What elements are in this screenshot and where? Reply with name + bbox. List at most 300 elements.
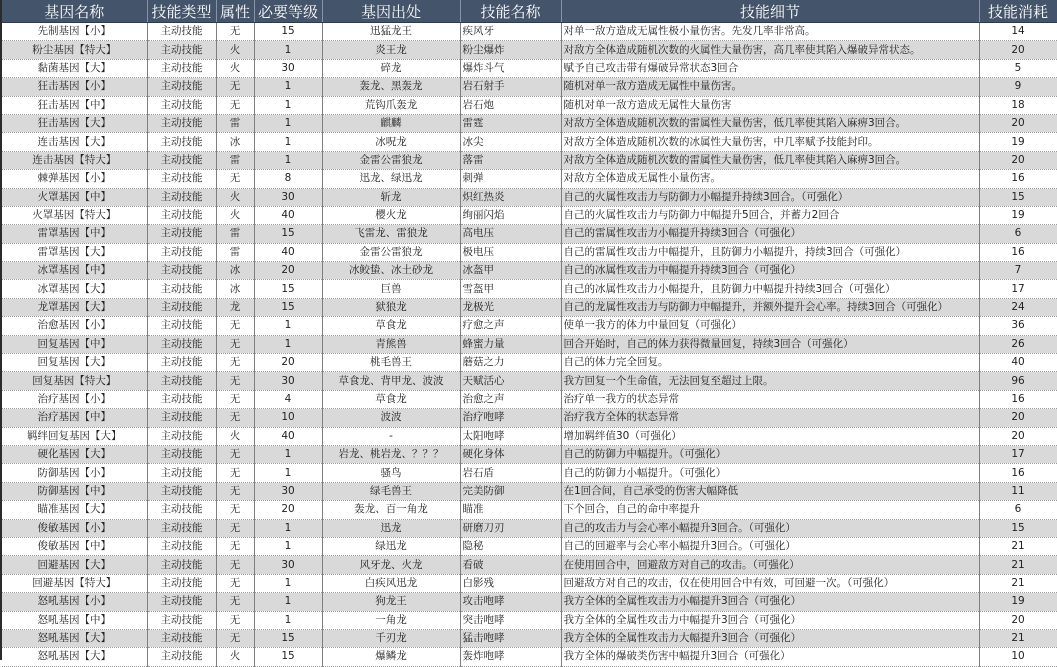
cell-skill-cost[interactable]: 10	[979, 648, 1057, 666]
cell-gene-name[interactable]: 冰罩基因【大】	[2, 280, 147, 298]
cell-skill-cost[interactable]: 15	[979, 188, 1057, 206]
cell-skill-detail[interactable]: 自己的攻击力与会心率小幅提升3回合。（可强化）	[561, 519, 979, 537]
cell-skill-detail[interactable]: 自己的回避率与会心率小幅提升3回合。（可强化）	[561, 537, 979, 555]
cell-skill-cost[interactable]: 7	[979, 262, 1057, 280]
cell-skill-name[interactable]: 疾风牙	[460, 23, 561, 41]
cell-gene-name[interactable]: 治疗基因【中】	[2, 409, 147, 427]
cell-skill-type[interactable]: 主动技能	[147, 225, 216, 243]
cell-required-level[interactable]: 15	[254, 629, 322, 647]
table-row[interactable]	[2, 206, 1057, 224]
cell-gene-source[interactable]: -	[322, 427, 460, 445]
cell-gene-name[interactable]: 治愈基因【小】	[2, 317, 147, 335]
cell-skill-cost[interactable]: 26	[979, 335, 1057, 353]
cell-skill-detail[interactable]: 自己的冰属性攻击力小幅提升，且防御力中幅提升持续3回合（可强化）	[561, 280, 979, 298]
cell-skill-type[interactable]: 主动技能	[147, 519, 216, 537]
table-row[interactable]	[2, 464, 1057, 482]
cell-required-level[interactable]: 30	[254, 59, 322, 77]
cell-skill-cost[interactable]: 18	[979, 96, 1057, 114]
cell-skill-detail[interactable]: 自己的冰属性攻击力中幅提升持续3回合（可强化）	[561, 262, 979, 280]
cell-attribute[interactable]: 无	[216, 354, 254, 372]
cell-attribute[interactable]: 无	[216, 464, 254, 482]
cell-skill-type[interactable]: 主动技能	[147, 170, 216, 188]
cell-required-level[interactable]: 15	[254, 23, 322, 41]
cell-skill-name[interactable]: 冰尖	[460, 133, 561, 151]
cell-gene-name[interactable]: 火罩基因【中】	[2, 188, 147, 206]
cell-gene-source[interactable]: 狱狼龙	[322, 298, 460, 316]
cell-attribute[interactable]: 龙	[216, 298, 254, 316]
table-row[interactable]	[2, 262, 1057, 280]
cell-skill-cost[interactable]: 20	[979, 151, 1057, 169]
table-row[interactable]	[2, 114, 1057, 132]
cell-gene-source[interactable]: 轰龙、黑轰龙	[322, 78, 460, 96]
cell-skill-name[interactable]: 雪盔甲	[460, 280, 561, 298]
cell-required-level[interactable]: 1	[254, 114, 322, 132]
cell-skill-cost[interactable]: 17	[979, 445, 1057, 463]
cell-skill-detail[interactable]: 自己的雷属性攻击力小幅提升持续3回合（可强化）	[561, 225, 979, 243]
cell-attribute[interactable]: 冰	[216, 133, 254, 151]
cell-skill-type[interactable]: 主动技能	[147, 317, 216, 335]
cell-skill-type[interactable]: 主动技能	[147, 23, 216, 41]
cell-skill-name[interactable]: 治疗咆哮	[460, 409, 561, 427]
cell-attribute[interactable]: 无	[216, 629, 254, 647]
cell-attribute[interactable]: 无	[216, 78, 254, 96]
cell-required-level[interactable]: 20	[254, 354, 322, 372]
cell-skill-name[interactable]: 岩石炮	[460, 96, 561, 114]
header-skill-name[interactable]: 技能名称	[460, 0, 561, 23]
cell-attribute[interactable]: 雷	[216, 225, 254, 243]
cell-gene-source[interactable]: 迅龙	[322, 519, 460, 537]
cell-gene-name[interactable]: 龙罩基因【大】	[2, 298, 147, 316]
cell-gene-name[interactable]: 雷罩基因【大】	[2, 243, 147, 261]
cell-gene-name[interactable]: 狂击基因【小】	[2, 78, 147, 96]
cell-attribute[interactable]: 无	[216, 501, 254, 519]
cell-skill-type[interactable]: 主动技能	[147, 464, 216, 482]
cell-gene-name[interactable]: 硬化基因【大】	[2, 445, 147, 463]
cell-skill-cost[interactable]: 9	[979, 78, 1057, 96]
cell-gene-name[interactable]: 怒吼基因【大】	[2, 629, 147, 647]
table-row[interactable]	[2, 188, 1057, 206]
cell-skill-name[interactable]: 太阳咆哮	[460, 427, 561, 445]
cell-gene-name[interactable]: 火罩基因【特大】	[2, 206, 147, 224]
cell-skill-cost[interactable]: 21	[979, 574, 1057, 592]
cell-gene-source[interactable]: 金雷公雷狼龙	[322, 151, 460, 169]
cell-skill-type[interactable]: 主动技能	[147, 390, 216, 408]
cell-gene-source[interactable]: 狗龙王	[322, 593, 460, 611]
cell-skill-type[interactable]: 主动技能	[147, 298, 216, 316]
cell-skill-name[interactable]: 猛击咆哮	[460, 629, 561, 647]
cell-attribute[interactable]: 雷	[216, 243, 254, 261]
cell-required-level[interactable]: 8	[254, 170, 322, 188]
cell-gene-name[interactable]: 防御基因【中】	[2, 482, 147, 500]
table-row[interactable]	[2, 372, 1057, 390]
cell-gene-source[interactable]: 骚鸟	[322, 464, 460, 482]
cell-skill-name[interactable]: 白影残	[460, 574, 561, 592]
table-row[interactable]	[2, 629, 1057, 647]
cell-skill-name[interactable]: 粉尘爆炸	[460, 41, 561, 59]
cell-gene-name[interactable]: 俊敏基因【中】	[2, 537, 147, 555]
cell-skill-name[interactable]: 治愈之声	[460, 390, 561, 408]
table-row[interactable]	[2, 556, 1057, 574]
cell-gene-source[interactable]: 飞雷龙、雷狼龙	[322, 225, 460, 243]
cell-skill-type[interactable]: 主动技能	[147, 409, 216, 427]
cell-skill-detail[interactable]: 我方全体的爆破类伤害中幅提升3回合（可强化）	[561, 648, 979, 666]
cell-skill-detail[interactable]: 自己的防御力中幅提升。（可强化）	[561, 445, 979, 463]
cell-skill-cost[interactable]: 20	[979, 427, 1057, 445]
cell-attribute[interactable]: 火	[216, 206, 254, 224]
header-gene-name[interactable]: 基因名称	[2, 0, 147, 23]
cell-attribute[interactable]: 无	[216, 372, 254, 390]
cell-skill-cost[interactable]: 5	[979, 59, 1057, 77]
cell-skill-detail[interactable]: 治疗单一我方的状态异常	[561, 390, 979, 408]
cell-gene-source[interactable]: 炎王龙	[322, 41, 460, 59]
cell-required-level[interactable]: 1	[254, 317, 322, 335]
table-row[interactable]	[2, 78, 1057, 96]
cell-skill-name[interactable]: 炽红热炎	[460, 188, 561, 206]
table-row[interactable]	[2, 648, 1057, 666]
cell-skill-detail[interactable]: 自己的体力完全回复。	[561, 354, 979, 372]
cell-required-level[interactable]: 1	[254, 593, 322, 611]
cell-required-level[interactable]: 1	[254, 537, 322, 555]
cell-skill-detail[interactable]: 自己的防御力小幅提升。（可强化）	[561, 464, 979, 482]
cell-skill-name[interactable]: 刺弹	[460, 170, 561, 188]
cell-skill-detail[interactable]: 赋予自己攻击带有爆破异常状态3回合	[561, 59, 979, 77]
cell-skill-type[interactable]: 主动技能	[147, 206, 216, 224]
cell-gene-source[interactable]: 冰鲛蛰、冰土砂龙	[322, 262, 460, 280]
cell-skill-name[interactable]: 硬化身体	[460, 445, 561, 463]
header-attribute[interactable]: 属性	[216, 0, 254, 23]
cell-skill-name[interactable]: 蘑菇之力	[460, 354, 561, 372]
cell-skill-name[interactable]: 雷霆	[460, 114, 561, 132]
cell-gene-source[interactable]: 草食龙	[322, 390, 460, 408]
cell-skill-detail[interactable]: 我方全体的全属性攻击力中幅提升3回合（可强化）	[561, 611, 979, 629]
cell-gene-source[interactable]: 麒麟	[322, 114, 460, 132]
cell-required-level[interactable]: 40	[254, 427, 322, 445]
cell-skill-detail[interactable]: 回避敌方对自己的攻击，仅在使用回合中有效，可回避一次。（可强化）	[561, 574, 979, 592]
cell-skill-detail[interactable]: 对敌方全体造成随机次数的火属性大量伤害，高几率使其陷入爆破异常状态。	[561, 41, 979, 59]
cell-skill-type[interactable]: 主动技能	[147, 556, 216, 574]
cell-gene-source[interactable]: 岩龙、桃岩龙、？？？	[322, 445, 460, 463]
cell-required-level[interactable]: 1	[254, 151, 322, 169]
table-row[interactable]	[2, 482, 1057, 500]
cell-required-level[interactable]: 1	[254, 519, 322, 537]
cell-attribute[interactable]: 火	[216, 188, 254, 206]
cell-gene-source[interactable]: 迅龙、绿迅龙	[322, 170, 460, 188]
cell-attribute[interactable]: 无	[216, 409, 254, 427]
cell-gene-source[interactable]: 碎龙	[322, 59, 460, 77]
table-row[interactable]	[2, 335, 1057, 353]
cell-gene-source[interactable]: 荒钩爪轰龙	[322, 96, 460, 114]
table-row[interactable]	[2, 96, 1057, 114]
cell-required-level[interactable]: 15	[254, 225, 322, 243]
table-row[interactable]	[2, 427, 1057, 445]
cell-skill-type[interactable]: 主动技能	[147, 133, 216, 151]
cell-skill-cost[interactable]: 96	[979, 372, 1057, 390]
cell-gene-name[interactable]: 怒吼基因【大】	[2, 648, 147, 666]
cell-skill-cost[interactable]: 20	[979, 114, 1057, 132]
cell-skill-type[interactable]: 主动技能	[147, 280, 216, 298]
cell-gene-name[interactable]: 连击基因【特大】	[2, 151, 147, 169]
cell-gene-name[interactable]: 怒吼基因【小】	[2, 593, 147, 611]
cell-skill-detail[interactable]: 自己的火属性攻击力与防御力小幅提升持续3回合。（可强化）	[561, 188, 979, 206]
cell-gene-source[interactable]: 金雷公雷狼龙	[322, 243, 460, 261]
table-row[interactable]	[2, 41, 1057, 59]
cell-gene-name[interactable]: 连击基因【大】	[2, 133, 147, 151]
cell-skill-name[interactable]: 绚丽闪焰	[460, 206, 561, 224]
cell-skill-name[interactable]: 爆炸斗气	[460, 59, 561, 77]
cell-gene-source[interactable]: 绿迅龙	[322, 537, 460, 555]
cell-attribute[interactable]: 无	[216, 593, 254, 611]
cell-attribute[interactable]: 火	[216, 59, 254, 77]
cell-required-level[interactable]: 1	[254, 335, 322, 353]
cell-skill-cost[interactable]: 16	[979, 464, 1057, 482]
cell-gene-name[interactable]: 先制基因【小】	[2, 23, 147, 41]
cell-skill-detail[interactable]: 在使用回合中，回避敌方对自己的攻击。（可强化）	[561, 556, 979, 574]
cell-gene-source[interactable]: 巨兽	[322, 280, 460, 298]
cell-attribute[interactable]: 无	[216, 482, 254, 500]
cell-skill-name[interactable]: 龙极光	[460, 298, 561, 316]
cell-skill-detail[interactable]: 随机对单一敌方造成无属性中量伤害。	[561, 78, 979, 96]
cell-skill-name[interactable]: 看破	[460, 556, 561, 574]
cell-skill-type[interactable]: 主动技能	[147, 354, 216, 372]
cell-attribute[interactable]: 无	[216, 317, 254, 335]
cell-gene-source[interactable]: 爆鳞龙	[322, 648, 460, 666]
cell-skill-cost[interactable]: 20	[979, 41, 1057, 59]
cell-gene-source[interactable]: 波波	[322, 409, 460, 427]
cell-skill-detail[interactable]: 自己的雷属性攻击力中幅提升，且防御力小幅提升，持续3回合（可强化）	[561, 243, 979, 261]
cell-skill-detail[interactable]: 对敌方全体造成随机次数的雷属性大量伤害，低几率使其陷入麻痹3回合。	[561, 151, 979, 169]
cell-gene-name[interactable]: 粉尘基因【特大】	[2, 41, 147, 59]
cell-skill-type[interactable]: 主动技能	[147, 243, 216, 261]
cell-gene-name[interactable]: 狂击基因【中】	[2, 96, 147, 114]
cell-skill-name[interactable]: 天赋活心	[460, 372, 561, 390]
cell-skill-detail[interactable]: 我方全体的全属性攻击力大幅提升3回合（可强化）	[561, 629, 979, 647]
cell-skill-type[interactable]: 主动技能	[147, 648, 216, 666]
cell-skill-type[interactable]: 主动技能	[147, 593, 216, 611]
table-row[interactable]	[2, 445, 1057, 463]
header-skill-cost[interactable]: 技能消耗	[979, 0, 1057, 23]
cell-skill-cost[interactable]: 36	[979, 317, 1057, 335]
cell-attribute[interactable]: 无	[216, 170, 254, 188]
header-required-level[interactable]: 必要等级	[254, 0, 322, 23]
cell-skill-detail[interactable]: 自己的龙属性攻击力与防御力中幅提升，并额外提升会心率。持续3回合（可强化）	[561, 298, 979, 316]
cell-skill-name[interactable]: 落雷	[460, 151, 561, 169]
cell-skill-name[interactable]: 岩石盾	[460, 464, 561, 482]
cell-required-level[interactable]: 1	[254, 611, 322, 629]
cell-skill-type[interactable]: 主动技能	[147, 114, 216, 132]
cell-skill-detail[interactable]: 自己的火属性攻击力与防御力中幅提升5回合，并蓄力2回合	[561, 206, 979, 224]
table-row[interactable]	[2, 354, 1057, 372]
cell-skill-cost[interactable]: 16	[979, 243, 1057, 261]
cell-skill-name[interactable]: 高电压	[460, 225, 561, 243]
cell-gene-name[interactable]: 瞄准基因【大】	[2, 501, 147, 519]
table-row[interactable]	[2, 280, 1057, 298]
table-row[interactable]	[2, 298, 1057, 316]
cell-skill-cost[interactable]: 16	[979, 170, 1057, 188]
cell-skill-cost[interactable]: 20	[979, 409, 1057, 427]
cell-gene-source[interactable]: 草食龙、背甲龙、波波	[322, 372, 460, 390]
cell-required-level[interactable]: 15	[254, 648, 322, 666]
cell-gene-source[interactable]: 樱火龙	[322, 206, 460, 224]
cell-required-level[interactable]: 1	[254, 574, 322, 592]
cell-skill-type[interactable]: 主动技能	[147, 188, 216, 206]
cell-skill-type[interactable]: 主动技能	[147, 372, 216, 390]
cell-gene-name[interactable]: 狂击基因【大】	[2, 114, 147, 132]
cell-skill-cost[interactable]: 40	[979, 354, 1057, 372]
cell-skill-detail[interactable]: 随机对单一敌方造成无属性大量伤害	[561, 96, 979, 114]
cell-required-level[interactable]: 4	[254, 390, 322, 408]
cell-skill-type[interactable]: 主动技能	[147, 574, 216, 592]
cell-skill-detail[interactable]: 治疗我方全体的状态异常	[561, 409, 979, 427]
cell-gene-source[interactable]: 风牙龙、火龙	[322, 556, 460, 574]
cell-gene-name[interactable]: 回避基因【特大】	[2, 574, 147, 592]
cell-gene-source[interactable]: 白疾风迅龙	[322, 574, 460, 592]
table-row[interactable]	[2, 409, 1057, 427]
cell-attribute[interactable]: 无	[216, 537, 254, 555]
cell-attribute[interactable]: 无	[216, 445, 254, 463]
cell-required-level[interactable]: 1	[254, 41, 322, 59]
cell-required-level[interactable]: 1	[254, 96, 322, 114]
cell-gene-name[interactable]: 雷罩基因【中】	[2, 225, 147, 243]
cell-gene-source[interactable]: 冰呪龙	[322, 133, 460, 151]
cell-gene-name[interactable]: 回复基因【大】	[2, 354, 147, 372]
cell-gene-source[interactable]: 一角龙	[322, 611, 460, 629]
cell-skill-type[interactable]: 主动技能	[147, 482, 216, 500]
cell-gene-name[interactable]: 黏菌基因【大】	[2, 59, 147, 77]
cell-gene-name[interactable]: 棘弹基因【小】	[2, 170, 147, 188]
cell-skill-cost[interactable]: 6	[979, 501, 1057, 519]
cell-required-level[interactable]: 30	[254, 482, 322, 500]
cell-attribute[interactable]: 火	[216, 648, 254, 666]
header-gene-source[interactable]: 基因出处	[322, 0, 460, 23]
table-row[interactable]	[2, 537, 1057, 555]
table-row[interactable]	[2, 151, 1057, 169]
cell-skill-detail[interactable]: 在1回合间，自己承受的伤害大幅降低	[561, 482, 979, 500]
cell-required-level[interactable]: 1	[254, 445, 322, 463]
cell-required-level[interactable]: 20	[254, 501, 322, 519]
cell-skill-detail[interactable]: 使单一我方的体力中量回复（可强化）	[561, 317, 979, 335]
cell-skill-type[interactable]: 主动技能	[147, 59, 216, 77]
cell-skill-type[interactable]: 主动技能	[147, 611, 216, 629]
cell-skill-cost[interactable]: 19	[979, 593, 1057, 611]
cell-skill-cost[interactable]: 24	[979, 298, 1057, 316]
cell-skill-name[interactable]: 完美防御	[460, 482, 561, 500]
cell-skill-type[interactable]: 主动技能	[147, 629, 216, 647]
cell-skill-detail[interactable]: 回合开始时，自己的体力获得微量回复，持续3回合（可强化）	[561, 335, 979, 353]
cell-skill-cost[interactable]: 20	[979, 611, 1057, 629]
cell-gene-name[interactable]: 防御基因【小】	[2, 464, 147, 482]
cell-skill-name[interactable]: 隐秘	[460, 537, 561, 555]
cell-gene-name[interactable]: 怒吼基因【中】	[2, 611, 147, 629]
cell-gene-name[interactable]: 回避基因【大】	[2, 556, 147, 574]
cell-skill-name[interactable]: 研磨刀刃	[460, 519, 561, 537]
cell-skill-name[interactable]: 突击咆哮	[460, 611, 561, 629]
cell-attribute[interactable]: 无	[216, 519, 254, 537]
cell-attribute[interactable]: 无	[216, 96, 254, 114]
cell-skill-detail[interactable]: 我方全体的全属性攻击力小幅提升3回合（可强化）	[561, 593, 979, 611]
cell-skill-type[interactable]: 主动技能	[147, 501, 216, 519]
cell-skill-detail[interactable]: 对敌方全体造成随机次数的雷属性大量伤害，低几率使其陷入麻痹3回合。	[561, 114, 979, 132]
cell-skill-cost[interactable]: 17	[979, 280, 1057, 298]
cell-attribute[interactable]: 无	[216, 23, 254, 41]
cell-gene-name[interactable]: 羁绊回复基因【大】	[2, 427, 147, 445]
cell-gene-source[interactable]: 绿毛兽王	[322, 482, 460, 500]
cell-skill-type[interactable]: 主动技能	[147, 78, 216, 96]
cell-skill-cost[interactable]: 21	[979, 537, 1057, 555]
cell-skill-cost[interactable]: 14	[979, 23, 1057, 41]
cell-skill-cost[interactable]: 11	[979, 482, 1057, 500]
cell-skill-cost[interactable]: 15	[979, 519, 1057, 537]
cell-gene-name[interactable]: 治疗基因【小】	[2, 390, 147, 408]
cell-attribute[interactable]: 无	[216, 611, 254, 629]
cell-required-level[interactable]: 1	[254, 464, 322, 482]
cell-gene-name[interactable]: 回复基因【中】	[2, 335, 147, 353]
cell-gene-source[interactable]: 桃毛兽王	[322, 354, 460, 372]
cell-required-level[interactable]: 40	[254, 206, 322, 224]
cell-attribute[interactable]: 火	[216, 41, 254, 59]
table-row[interactable]	[2, 593, 1057, 611]
cell-skill-type[interactable]: 主动技能	[147, 96, 216, 114]
cell-skill-detail[interactable]: 对敌方全体造成随机次数的冰属性大量伤害，中几率赋予技能封印。	[561, 133, 979, 151]
cell-skill-name[interactable]: 瞄准	[460, 501, 561, 519]
cell-gene-source[interactable]: 迅猛龙王	[322, 23, 460, 41]
table-row[interactable]	[2, 170, 1057, 188]
table-row[interactable]	[2, 574, 1057, 592]
cell-required-level[interactable]: 30	[254, 188, 322, 206]
cell-skill-type[interactable]: 主动技能	[147, 445, 216, 463]
cell-required-level[interactable]: 1	[254, 78, 322, 96]
cell-attribute[interactable]: 雷	[216, 151, 254, 169]
cell-skill-name[interactable]: 冰盔甲	[460, 262, 561, 280]
cell-attribute[interactable]: 冰	[216, 280, 254, 298]
table-row[interactable]	[2, 519, 1057, 537]
cell-skill-name[interactable]: 岩石射手	[460, 78, 561, 96]
cell-skill-cost[interactable]: 21	[979, 629, 1057, 647]
cell-required-level[interactable]: 1	[254, 133, 322, 151]
cell-skill-cost[interactable]: 19	[979, 206, 1057, 224]
cell-gene-source[interactable]: 千刃龙	[322, 629, 460, 647]
cell-required-level[interactable]: 30	[254, 372, 322, 390]
cell-skill-name[interactable]: 极电压	[460, 243, 561, 261]
cell-skill-type[interactable]: 主动技能	[147, 537, 216, 555]
cell-attribute[interactable]: 雷	[216, 114, 254, 132]
cell-attribute[interactable]: 冰	[216, 262, 254, 280]
table-row[interactable]	[2, 390, 1057, 408]
table-row[interactable]	[2, 23, 1057, 41]
cell-skill-type[interactable]: 主动技能	[147, 41, 216, 59]
cell-gene-name[interactable]: 回复基因【特大】	[2, 372, 147, 390]
cell-skill-cost[interactable]: 21	[979, 556, 1057, 574]
cell-skill-cost[interactable]: 6	[979, 225, 1057, 243]
table-row[interactable]	[2, 225, 1057, 243]
cell-skill-name[interactable]: 攻击咆哮	[460, 593, 561, 611]
cell-skill-type[interactable]: 主动技能	[147, 262, 216, 280]
cell-attribute[interactable]: 无	[216, 390, 254, 408]
cell-gene-source[interactable]: 轰龙、百一角龙	[322, 501, 460, 519]
header-skill-detail[interactable]: 技能细节	[561, 0, 979, 23]
cell-skill-cost[interactable]: 16	[979, 390, 1057, 408]
cell-required-level[interactable]: 15	[254, 298, 322, 316]
cell-gene-name[interactable]: 俊敏基因【小】	[2, 519, 147, 537]
cell-skill-type[interactable]: 主动技能	[147, 151, 216, 169]
cell-skill-name[interactable]: 蜂蜜力量	[460, 335, 561, 353]
cell-required-level[interactable]: 40	[254, 243, 322, 261]
cell-gene-source[interactable]: 青熊兽	[322, 335, 460, 353]
cell-skill-detail[interactable]: 下个回合，自己的命中率提升	[561, 501, 979, 519]
table-row[interactable]	[2, 611, 1057, 629]
header-skill-type[interactable]: 技能类型	[147, 0, 216, 23]
cell-skill-detail[interactable]: 我方回复一个生命值，无法回复至超过上限。	[561, 372, 979, 390]
cell-attribute[interactable]: 无	[216, 335, 254, 353]
